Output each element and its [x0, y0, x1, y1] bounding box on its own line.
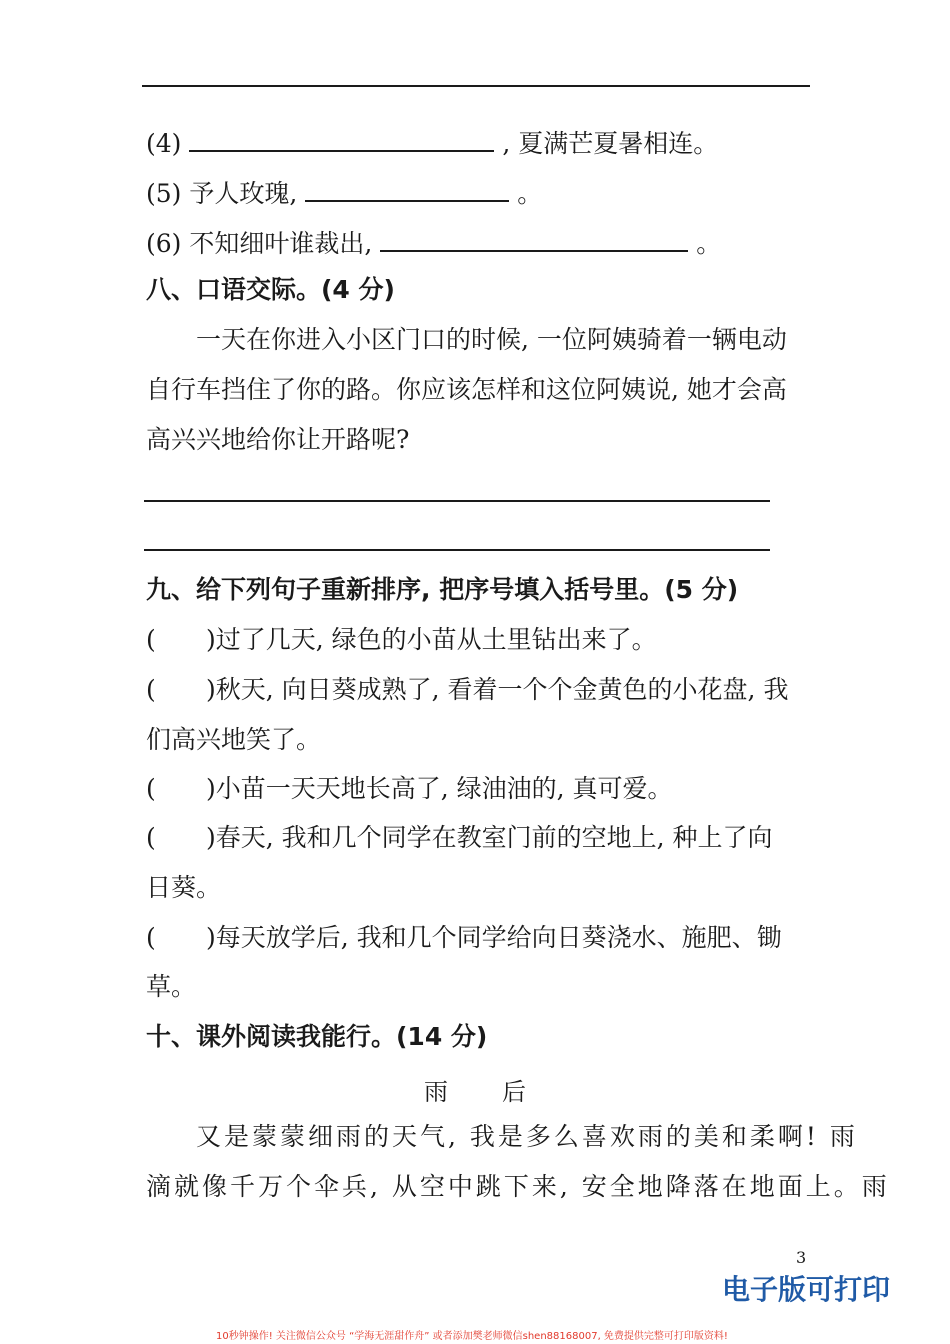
answer-blank[interactable] — [305, 176, 509, 202]
item-text: 予人玫瑰, — [189, 179, 298, 208]
sentence-item: ( )过了几天, 绿色的小苗从土里钻出来了。 — [146, 625, 657, 654]
section-9-heading: 九、给下列句子重新排序, 把序号填入括号里。(5 分) — [146, 575, 739, 604]
item-number: (4) — [146, 129, 182, 158]
sentence-text: 每天放学后, 我和几个同学给向日葵浇水、施肥、锄 — [215, 923, 782, 952]
section-8-heading: 八、口语交际。(4 分) — [146, 275, 395, 304]
page-number: 3 — [796, 1248, 807, 1267]
item-text: 。 — [517, 179, 543, 208]
item-text: 不知细叶谁裁出, — [189, 229, 373, 258]
item-text: , 夏满芒夏暑相连。 — [502, 129, 719, 158]
section-10-heading: 十、课外阅读我能行。(14 分) — [146, 1022, 488, 1051]
sentence-item: ( )秋天, 向日葵成熟了, 看着一个个金黄色的小花盘, 我 — [146, 675, 789, 704]
fill-item-5 — [146, 176, 542, 209]
answer-blank[interactable] — [189, 126, 494, 152]
passage-line-2: 滴就像千万个伞兵, 从空中跳下来, 安全地降落在地面上。雨 — [146, 1172, 890, 1201]
answer-parenthesis[interactable]: ( — [146, 923, 156, 952]
section-8-line-2: 自行车挡住了你的路。你应该怎样和这位阿姨说, 她才会高 — [146, 375, 787, 404]
answer-line[interactable] — [144, 549, 770, 551]
sentence-item: ( )春天, 我和几个同学在教室门前的空地上, 种上了向 — [146, 823, 773, 852]
sentence-text: 秋天, 向日葵成熟了, 看着一个个金黄色的小花盘, 我 — [215, 675, 789, 704]
passage-line-1: 又是蒙蒙细雨的天气, 我是多么喜欢雨的美和柔啊! 雨 — [196, 1122, 858, 1151]
answer-parenthesis[interactable]: ( — [146, 823, 156, 852]
footer-notice: 10秒钟操作! 关注微信公众号 “学海无涯甜作舟” 或者添加樊老师微信shen88168007, 免费提供完整可打印版资料! — [216, 1331, 728, 1342]
sentence-text: 过了几天, 绿色的小苗从土里钻出来了。 — [215, 625, 657, 654]
sentence-text: 春天, 我和几个同学在教室门前的空地上, 种上了向 — [215, 823, 773, 852]
answer-blank[interactable] — [380, 226, 688, 252]
sentence-continuation: 草。 — [146, 972, 197, 1001]
answer-parenthesis[interactable]: ( — [146, 625, 156, 654]
item-number: (6) — [146, 229, 182, 258]
item-text: 。 — [696, 229, 722, 258]
fill-item-6 — [146, 226, 721, 259]
printable-promo-label: 电子版可打印 — [722, 1273, 891, 1306]
answer-parenthesis[interactable]: ( — [146, 774, 156, 803]
fill-item-4 — [146, 126, 718, 159]
sentence-continuation: 们高兴地笑了。 — [146, 725, 322, 754]
top-answer-line — [142, 85, 810, 87]
item-number: (5) — [146, 179, 182, 208]
section-8-line-1: 一天在你进入小区门口的时候, 一位阿姨骑着一辆电动 — [196, 325, 787, 354]
passage-title: 雨 后 — [424, 1078, 528, 1106]
sentence-text: 小苗一天天地长高了, 绿油油的, 真可爱。 — [215, 774, 673, 803]
answer-line[interactable] — [144, 500, 770, 502]
sentence-item: ( )小苗一天天地长高了, 绿油油的, 真可爱。 — [146, 774, 673, 803]
section-8-line-3: 高兴兴地给你让开路呢? — [146, 425, 410, 454]
sentence-item: ( )每天放学后, 我和几个同学给向日葵浇水、施肥、锄 — [146, 923, 782, 952]
sentence-continuation: 日葵。 — [146, 873, 222, 902]
answer-parenthesis[interactable]: ( — [146, 675, 156, 704]
